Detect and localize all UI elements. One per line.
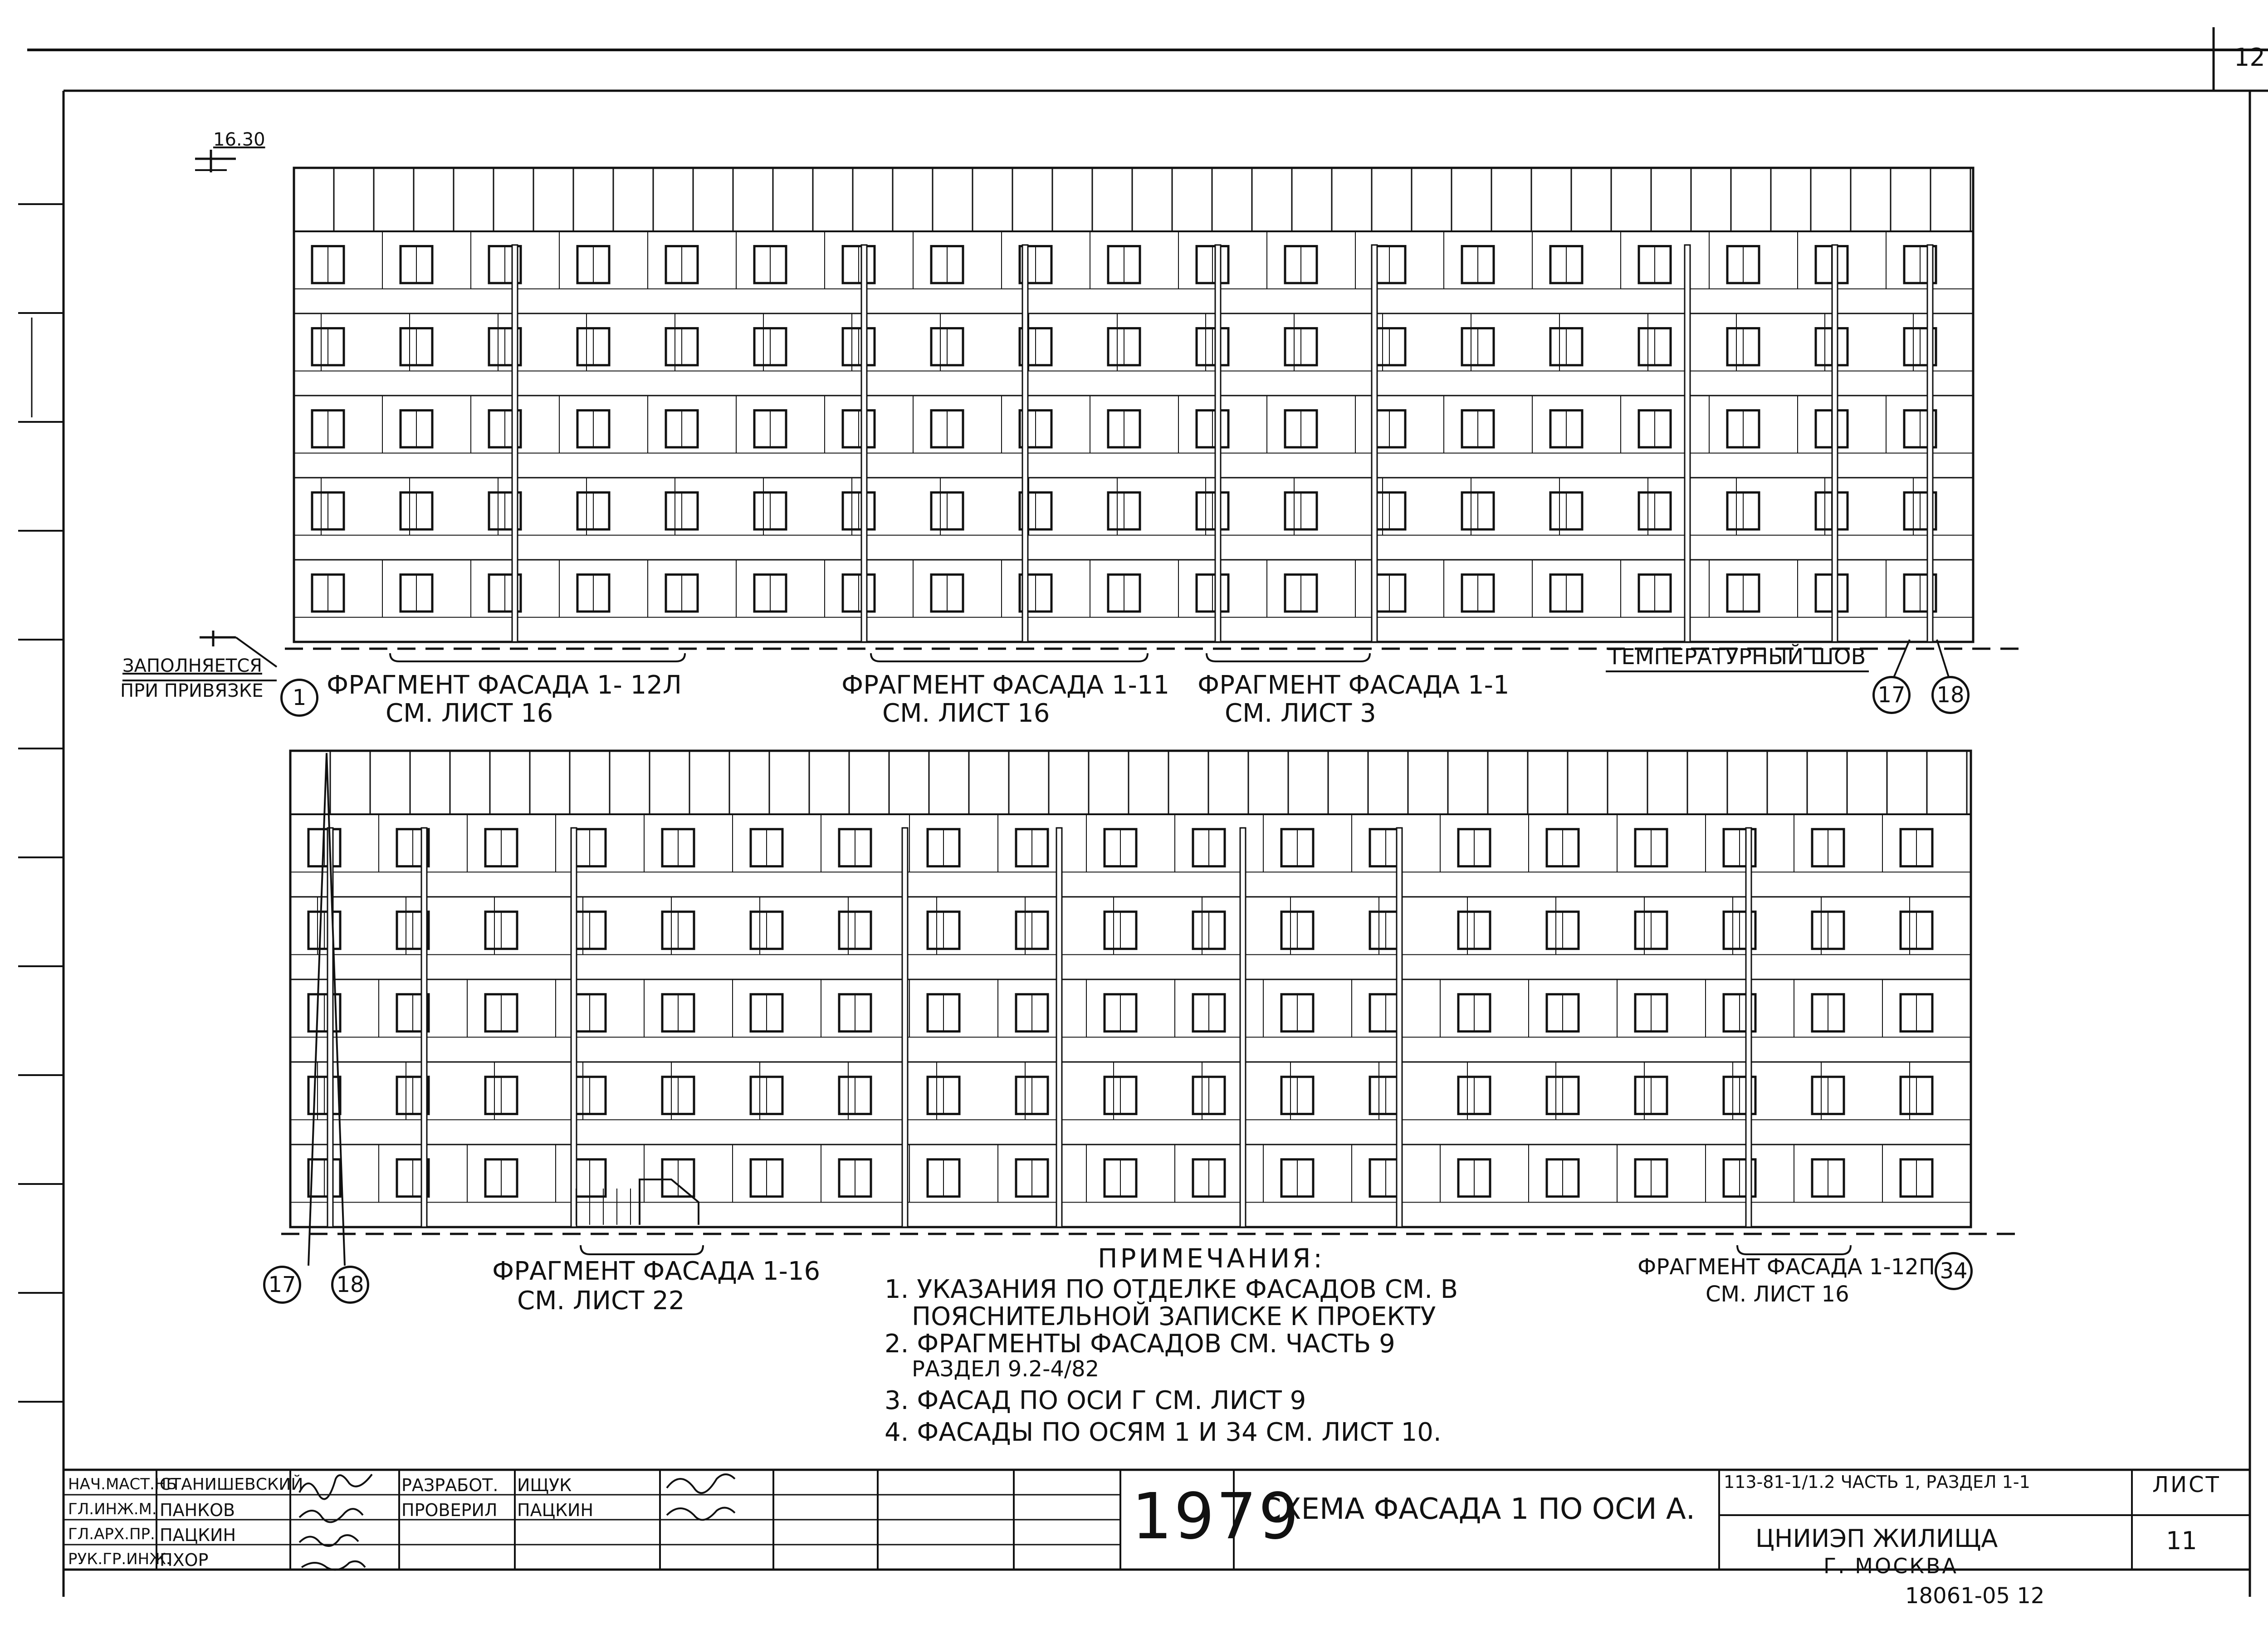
note-line-2: ПОЯСНИТЕЛЬНОЙ ЗАПИСКЕ К ПРОЕКТУ — [912, 1302, 1436, 1331]
upper-drainpipe — [1832, 245, 1838, 642]
upper-drainpipe — [1372, 245, 1377, 642]
tb-project-code: 113-81-1/1.2 ЧАСТЬ 1, РАЗДЕЛ 1-1 — [1724, 1472, 2030, 1492]
upper-drainpipe — [512, 245, 518, 642]
bracket-fragment-1-11 — [871, 653, 1148, 661]
fragment-1-11-title: ФРАГМЕНТ ФАСАДА 1-11 — [841, 670, 1170, 700]
tb-organization: ЦНИИЭП ЖИЛИЩА — [1755, 1524, 1998, 1553]
tb-name-2: ПАЦКИН — [160, 1525, 236, 1545]
notes-heading: ПРИМЕЧАНИЯ: — [1098, 1243, 1325, 1274]
upper-drainpipe — [1215, 245, 1221, 642]
sheet-corner-number: 12 — [2234, 43, 2265, 72]
lower-drainpipe — [1056, 828, 1062, 1227]
tb-name-0: СТАНИШЕВСКИЙ — [160, 1475, 303, 1494]
upper-drainpipe — [1685, 245, 1690, 642]
lower-outline — [290, 751, 1971, 1227]
upper-facade — [285, 168, 2023, 649]
fragment-1-1-ref: СМ. ЛИСТ 3 — [1225, 699, 1376, 728]
fragment-1-12p-title: ФРАГМЕНТ ФАСАДА 1-12П — [1637, 1254, 1935, 1280]
lower-drainpipe — [571, 828, 577, 1227]
tb-role2-1: ПРОВЕРИЛ — [401, 1500, 498, 1520]
tb-city: Г. МОСКВА — [1823, 1554, 1958, 1578]
tb-name-3: ПХОР — [160, 1550, 209, 1570]
bracket-fragment-1-12p — [1737, 1245, 1851, 1254]
bracket-fragment-1-1 — [1207, 653, 1370, 661]
archive-number: 18061-05 12 — [1905, 1583, 2045, 1609]
lower-drainpipe — [421, 828, 427, 1227]
elevation-mark-symbol — [195, 150, 236, 172]
fragment-1-12l-ref: СМ. ЛИСТ 16 — [386, 699, 553, 728]
axis-label-18-upper: 18 — [1931, 676, 1970, 714]
fragment-1-12l-title: ФРАГМЕНТ ФАСАДА 1- 12Л — [327, 670, 682, 700]
bracket-fragment-1-16 — [581, 1245, 703, 1254]
zero-mark-note-line2: ПРИ ПРИВЯЗКЕ — [120, 680, 264, 701]
fragment-1-12p-ref: СМ. ЛИСТ 16 — [1706, 1282, 1849, 1307]
axis-label-17-upper: 17 — [1872, 676, 1911, 714]
tb-sheet-label: ЛИСТ — [2152, 1472, 2221, 1497]
temperature-joint-label: ТЕМПЕРАТУРНЫЙ ШОВ — [1608, 644, 1866, 670]
upper-drainpipe — [1927, 245, 1933, 642]
upper-drainpipe — [1022, 245, 1028, 642]
tb-name-1: ПАНКОВ — [160, 1500, 235, 1520]
note-line-4: РАЗДЕЛ 9.2-4/82 — [912, 1356, 1100, 1382]
fragment-1-16-title: ФРАГМЕНТ ФАСАДА 1-16 — [492, 1257, 821, 1286]
lower-drainpipe — [1746, 828, 1751, 1227]
axis-label-34: 34 — [1935, 1252, 1973, 1290]
upper-outline — [294, 168, 1973, 642]
lower-drainpipe — [902, 828, 908, 1227]
note-line-3: 2. ФРАГМЕНТЫ ФАСАДОВ СМ. ЧАСТЬ 9 — [885, 1329, 1395, 1359]
lower-drainpipe — [1397, 828, 1402, 1227]
tb-year: 1979 — [1132, 1480, 1301, 1554]
note-line-1: 1. УКАЗАНИЯ ПО ОТДЕЛКЕ ФАСАДОВ СМ. В — [885, 1275, 1458, 1304]
upper-drainpipe — [861, 245, 867, 642]
tb-role-2: ГЛ.АРХ.ПР. — [68, 1525, 155, 1543]
tb-role-1: ГЛ.ИНЖ.М. — [68, 1500, 157, 1518]
elevation-mark-value: 16.30 — [213, 129, 265, 150]
tb-name2-1: ПАЦКИН — [517, 1500, 594, 1520]
axis-label-18-lower: 18 — [331, 1266, 369, 1304]
axis-label-1: 1 — [280, 679, 318, 717]
binding-marks — [18, 204, 64, 1402]
fragment-1-16-ref: СМ. ЛИСТ 22 — [517, 1286, 685, 1316]
tb-role-3: РУК.ГР.ИНЖ. — [68, 1550, 171, 1568]
tb-name2-0: ИЩУК — [517, 1475, 572, 1495]
tb-sheet-number: 11 — [2166, 1526, 2197, 1555]
bracket-fragment-1-12l — [390, 653, 685, 661]
tb-role2-0: РАЗРАБОТ. — [401, 1475, 499, 1495]
axis-label-17-lower: 17 — [263, 1266, 301, 1304]
note-line-6: 4. ФАСАДЫ ПО ОСЯМ 1 И 34 СМ. ЛИСТ 10. — [885, 1418, 1442, 1447]
tb-sheet-title: СХЕМА ФАСАДА 1 ПО ОСИ А. — [1261, 1492, 1696, 1526]
zero-mark-note-line1: ЗАПОЛНЯЕТСЯ — [122, 656, 262, 676]
note-line-5: 3. ФАСАД ПО ОСИ Г СМ. ЛИСТ 9 — [885, 1386, 1306, 1415]
lower-facade — [281, 751, 2021, 1234]
fragment-1-1-title: ФРАГМЕНТ ФАСАДА 1-1 — [1198, 670, 1510, 700]
tb-role-0: НАЧ.МАСТ.НБ — [68, 1475, 177, 1493]
lower-drainpipe — [1240, 828, 1246, 1227]
fragment-1-11-ref: СМ. ЛИСТ 16 — [882, 699, 1050, 728]
